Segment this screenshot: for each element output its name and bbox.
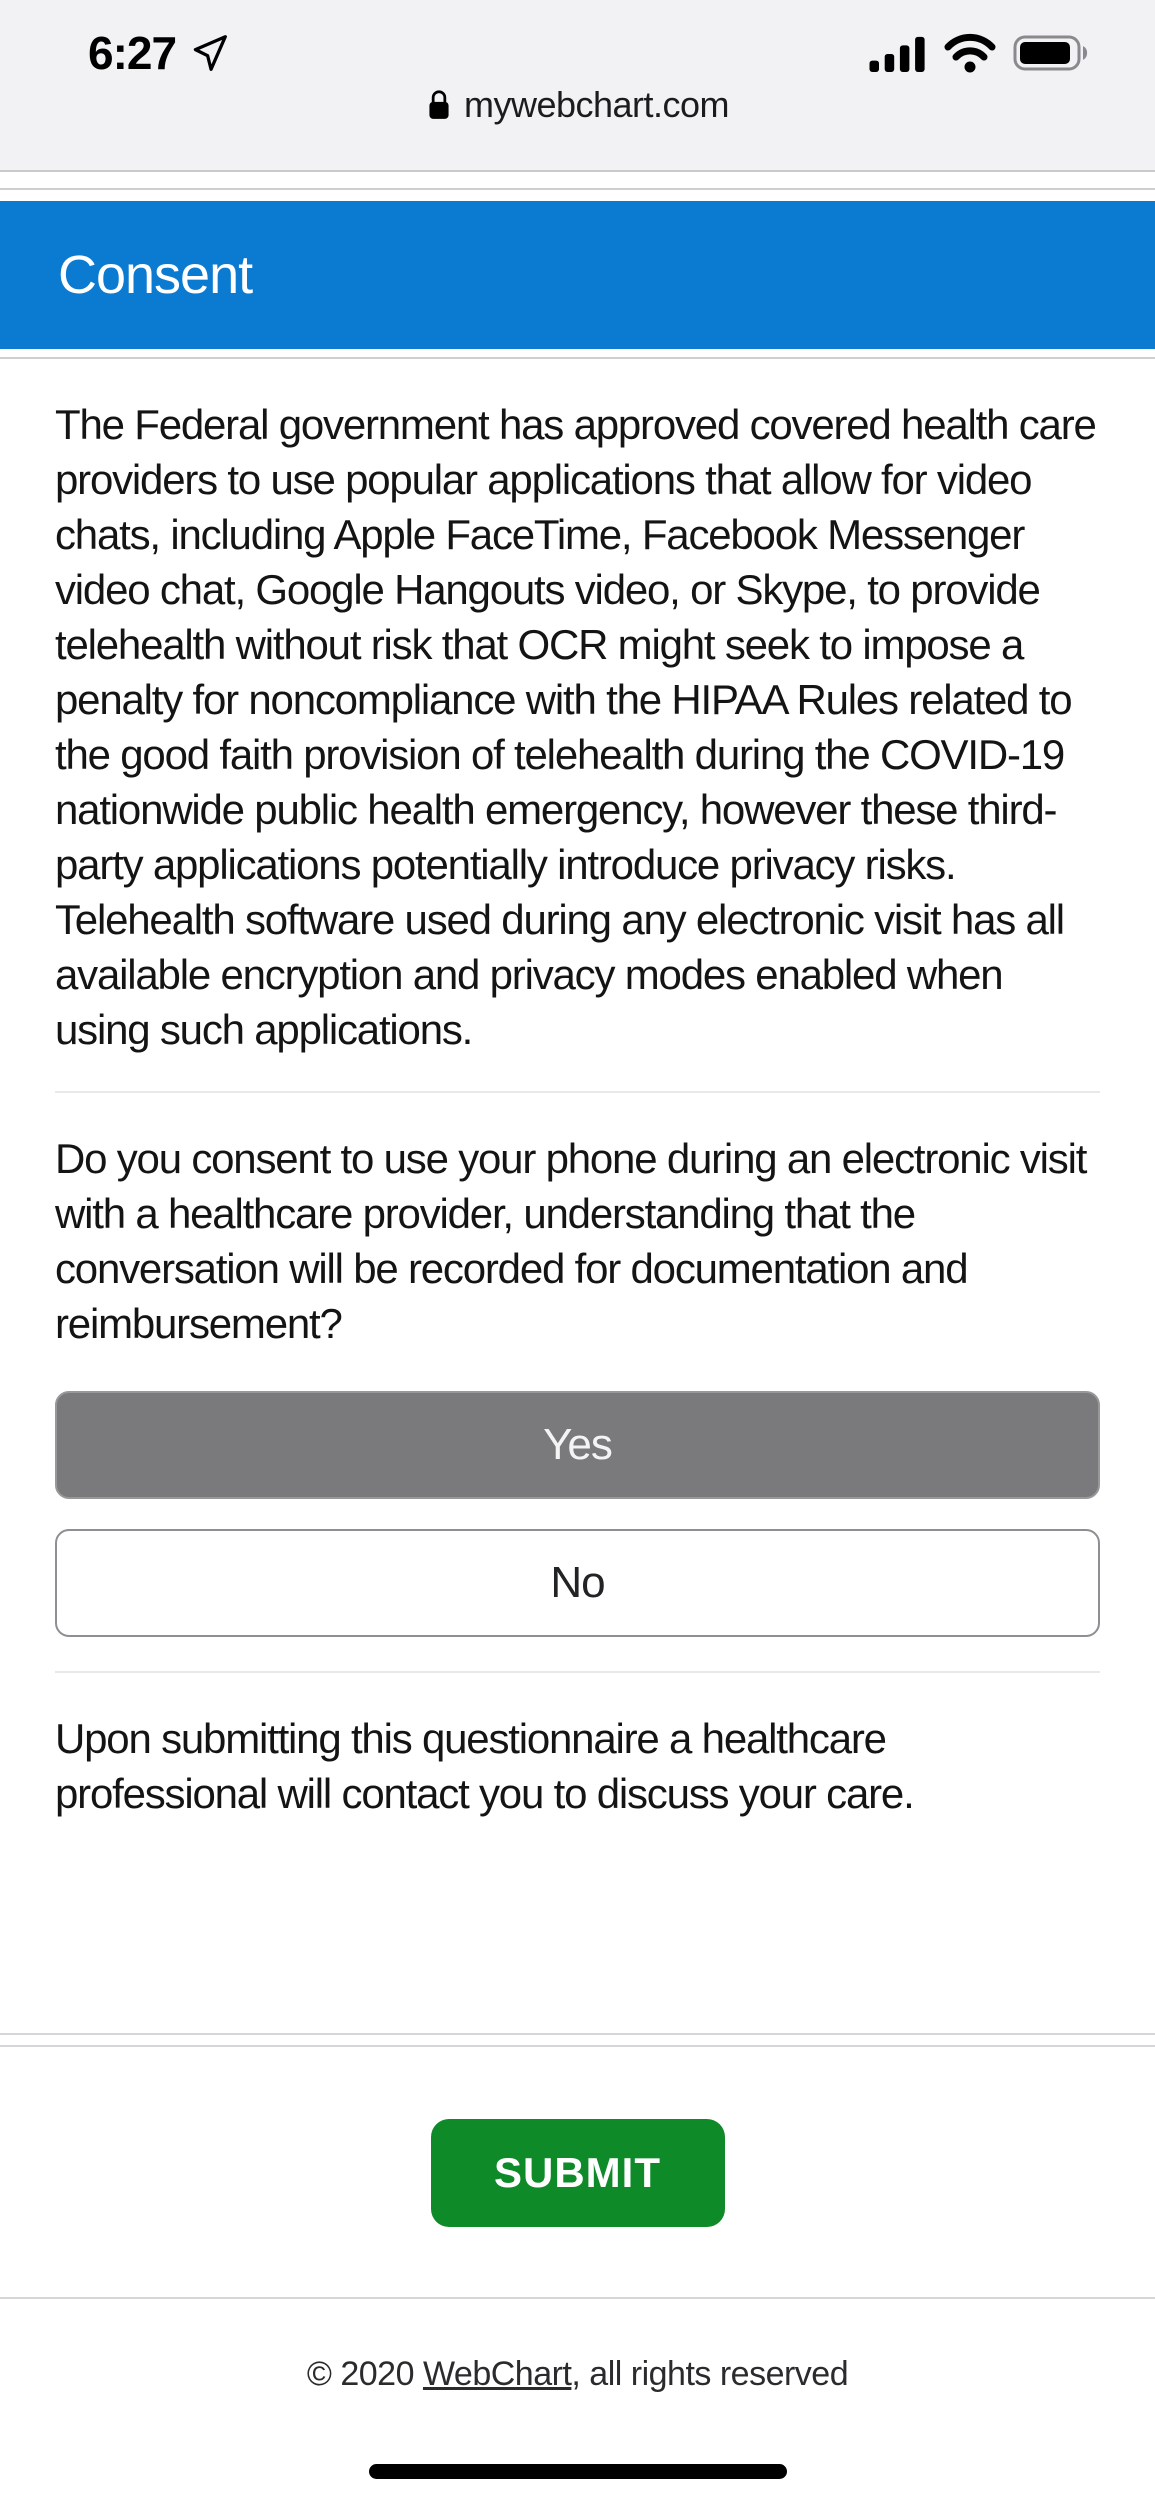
- submit-note: Upon submitting this questionnaire a healthcare professional will contact you to discuss your care.: [55, 1715, 914, 1817]
- signal-icon: [869, 34, 927, 72]
- address-bar[interactable]: [0, 84, 1155, 126]
- page-header: [0, 201, 1155, 349]
- yes-button[interactable]: Yes: [55, 1391, 1100, 1499]
- consent-paragraph: The Federal government has approved covered health care providers to use popular applications that allow for video chats, including Apple FaceTime, Facebook Messenger video chat, Google Hangouts video, or Skype, to provide telehealth without risk that OCR might seek to impose a penalty for noncompliance with the HIPAA Rules related to the good faith provision of telehealth during the COVID-19 nationwide public health emergency, however these third-party applications potentially introduce privacy risks. Telehealth software used during any electronic visit has all available encryption and privacy modes enabled when using such applications.: [55, 401, 1096, 1053]
- header-bottom-hairline: [0, 357, 1155, 359]
- spacer-strip: [0, 172, 1155, 188]
- status-time: 6:27: [88, 27, 177, 79]
- home-indicator[interactable]: [369, 2464, 787, 2479]
- consent-question: Do you consent to use your phone during an electronic visit with a healthcare provider, understanding that the conversation will be recorded for documentation and reimbursement?: [55, 1135, 1087, 1347]
- spacer-strip: [0, 349, 1155, 357]
- copyright-prefix: © 2020: [306, 2355, 423, 2393]
- no-button[interactable]: No: [55, 1529, 1100, 1637]
- footer-copyright: [0, 2355, 1155, 2394]
- section-divider: [55, 1091, 1100, 1093]
- footer-top-rule: [0, 2297, 1155, 2299]
- location-arrow-icon: [190, 34, 228, 72]
- spacer: [0, 1821, 1155, 2033]
- battery-icon: [1013, 33, 1093, 73]
- lock-icon: [426, 88, 452, 122]
- status-bar-region: [0, 0, 1155, 172]
- submit-top-rule-2: [0, 2045, 1155, 2047]
- page-title: Consent: [58, 245, 253, 305]
- spacer-strip: [0, 190, 1155, 201]
- consent-form: [0, 397, 1155, 1821]
- address-domain: mywebchart.com: [463, 84, 730, 125]
- spacer-strip: [0, 2035, 1155, 2045]
- section-divider: [55, 1671, 1100, 1673]
- submit-button[interactable]: SUBMIT: [431, 2119, 725, 2227]
- webchart-link[interactable]: WebChart: [422, 2355, 572, 2393]
- copyright-suffix: , all rights reserved: [571, 2355, 849, 2393]
- status-bar: [0, 0, 1155, 78]
- wifi-icon: [943, 33, 997, 73]
